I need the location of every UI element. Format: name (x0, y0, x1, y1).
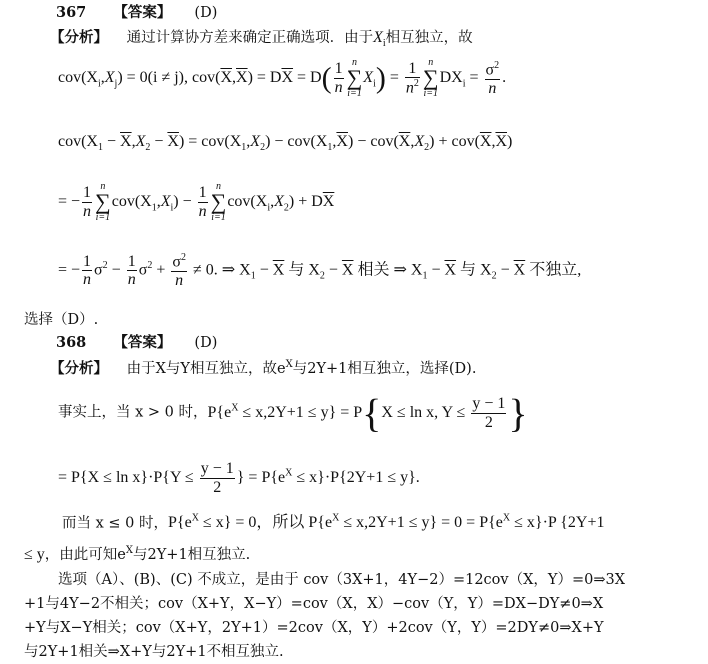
analysis-tag: 【分析】 (50, 359, 108, 377)
problem-368-header (56, 335, 217, 352)
conclusion-367: 选择（D）. (24, 312, 99, 328)
answer-value: (D) (194, 5, 218, 21)
analysis-367: 【分析】 通过计算协方差来确定正确选项．由于$X_i$相互独立，故 (50, 29, 473, 49)
independence-line: ≤ y，由此可知$e^X$与2Y+1相互独立. (24, 545, 251, 563)
answer-tag: 【答案】 (113, 4, 172, 21)
options-line-2: +1与4Y−2不相关；cov（X+Y，X−Y）=cov（X，X）−cov（Y，Y）=DX−DY≠0⇒X (24, 596, 604, 612)
problem-number: 367 (56, 4, 87, 21)
equation-cov-xbar: $cov(X_i,X_j) = 0(i \ne j)$, $cov(\overline{X},\overline{X}) = D\overline{X} = D$( $\frac{1}{n}$ n ∑ i=1 $X_i$) = $\frac{1}{n^2}$ n ∑ i=1 $DX_i$ = $\frac{\sigma^2}{n}$ . (58, 57, 507, 99)
equation-not-independent: = − $\frac{1}{n}$ $\sigma^2$ − $\frac{1}{n}$ $\sigma^2$ + $\frac{\sigma^2}{n}$ ≠ 0. ⇒ $X_1 - \overline{X}$ 与 $X_2 - \overline{X}$ 相关 ⇒ $X_1 - \overline{X}$ 与 $X_2 - \overline{X}$ 不独立, (58, 252, 582, 289)
options-line-1: 选项（A）、(B)、(C) 不成立，是由于 cov（3X+1，4Y−2）=12cov（X，Y）=0⇒3X (58, 572, 626, 588)
equation-sum-cov: = − $\frac{1}{n}$ n ∑ i=1 $cov(X_1,X_i)$ − $\frac{1}{n}$ n ∑ i=1 $cov(X_i,X_2) + D\overline{X}$ (58, 181, 335, 223)
equation-cov-diff: $cov(X_1 - \overline{X},X_2 - \overline{X}) = cov(X_1,X_2) - cov(X_1,\overline{X}) - cov(\overline{X},X_2) + cov(\overline{X},\overline{X})$ (58, 133, 513, 154)
analysis-text: 通过计算协方差来确定正确选项．由于 (126, 30, 374, 46)
analysis-368: 【分析】 由于X与Y相互独立，故$e^X$与2Y+1相互独立，选择(D). (50, 359, 477, 377)
options-line-4: 与2Y+1相关⇒X+Y与2Y+1不相互独立. (24, 644, 284, 660)
negative-x-line: 而当 x ≤ 0 时，$P\{e^X \le x\} = 0$，所以 $P\{e^X \le x,2Y+1 \le y\} = 0 = P\{e^X \le x\}\cdot P$ {2Y+1 (62, 513, 605, 532)
problem-number: 368 (56, 334, 87, 351)
analysis-tag: 【分析】 (50, 29, 108, 46)
options-line-3: +Y与X−Y相关；cov（X+Y，2Y+1）=2cov（X，Y）+2cov（Y，Y）=2DY≠0⇒X+Y (24, 620, 604, 636)
fact-line: 事实上，当 x > 0 时，$P\{e^X \le x,2Y+1 \le y\} = P\{X \le \ln x$, Y ≤ $\frac{y - 1}{2}$ } (58, 390, 528, 435)
answer-value: (D) (194, 335, 218, 351)
product-line: = P{X ≤ ln x}·P{Y ≤ $\frac{y - 1}{2}$ } = $P\{e^X \le x\}\cdot P\{2Y+1 \le y\}$. (58, 460, 420, 496)
problem-367-header (56, 5, 217, 22)
answer-tag: 【答案】 (113, 334, 172, 351)
